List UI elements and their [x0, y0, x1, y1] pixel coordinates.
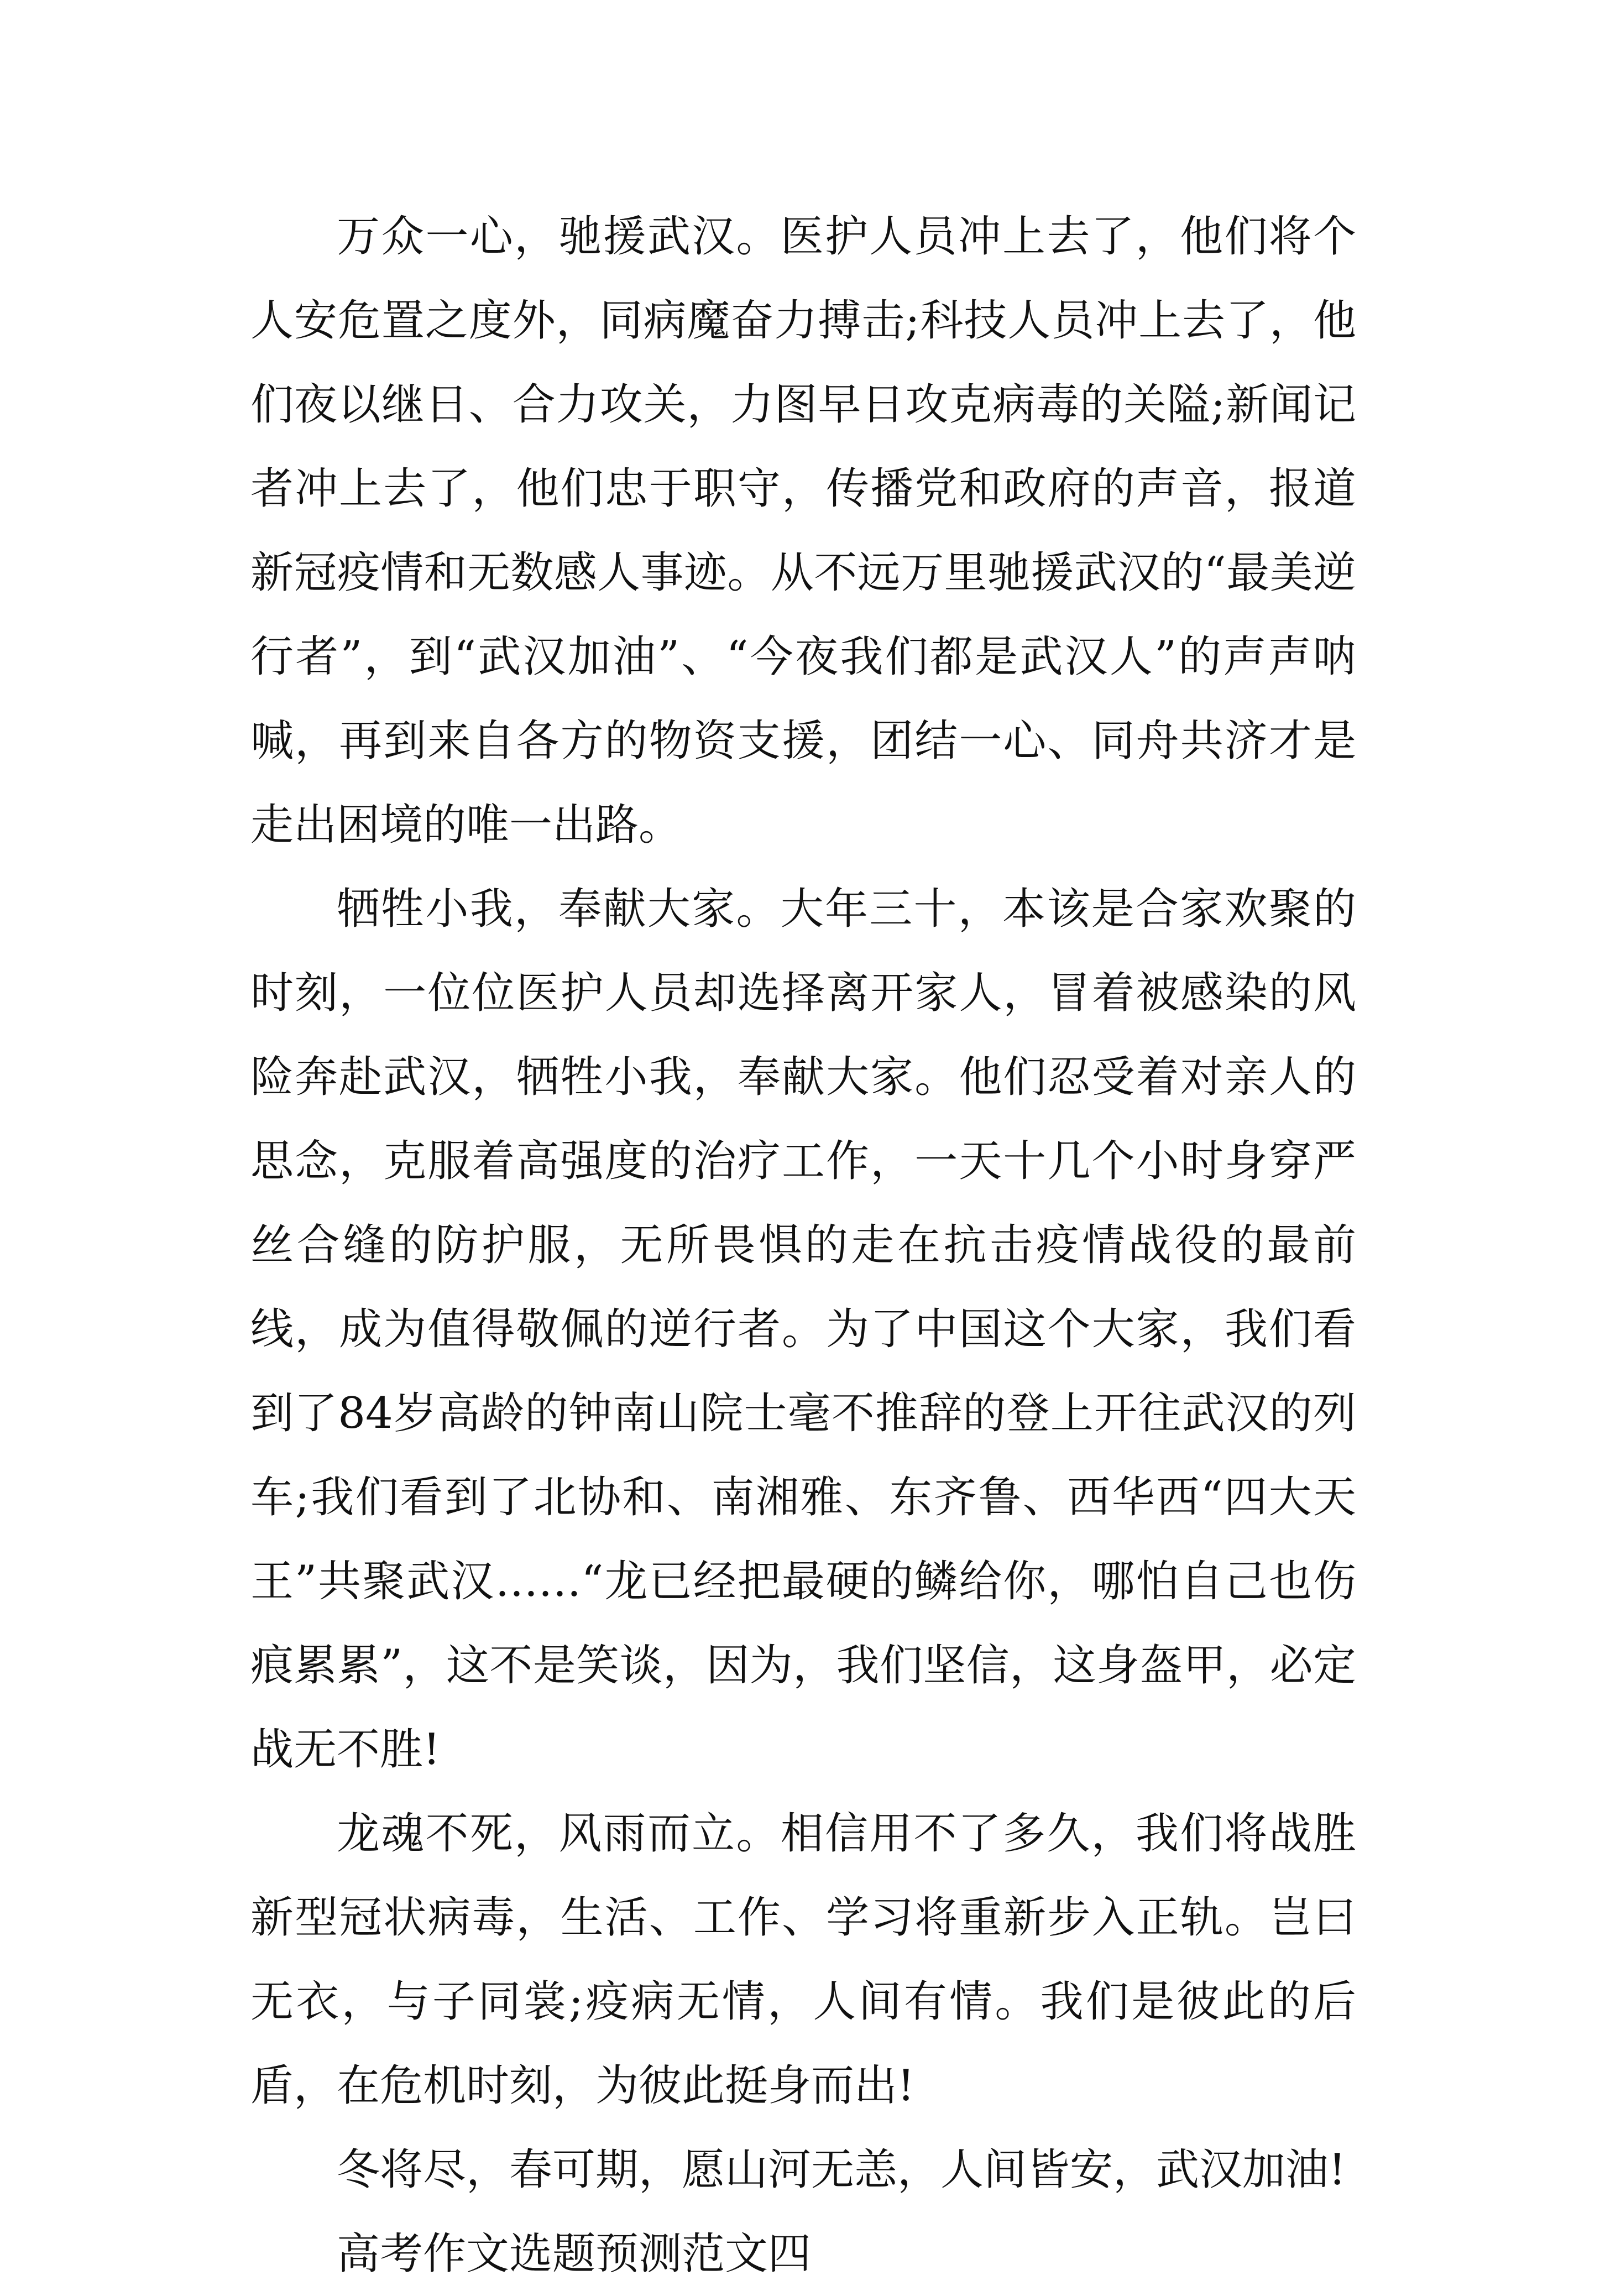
paragraph: 冬将尽，春可期，愿山河无恙，人间皆安，武汉加油!	[337, 2145, 1346, 2195]
paragraph: 龙魂不死，风雨而立。相信用不了多久，我们将战胜新型冠状病毒，生活、工作、学习将重新步入正轨。岂曰无衣，与子同裳;疫病无情，人间有情。我们是彼此的后盾，在危机时刻，为彼此挺身而出!	[250, 1809, 1356, 2111]
paragraph: 万众一心，驰援武汉。医护人员冲上去了，他们将个人安危置之度外，同病魔奋力搏击;科技人员冲上去了，他们夜以继日、合力攻关，力图早日攻克病毒的关隘;新闻记者冲上去了，他们忠于职守，传播党和政府的声音，报道新冠疫情和无数感人事迹。从不远万里驰援武汉的“最美逆行者”，到“武汉加油”、“今夜我们都是武汉人”的声声呐喊，再到来自各方的物资支援，团结一心、同舟共济才是走出困境的唯一出路。	[250, 212, 1356, 850]
paragraph: 牺牲小我，奉献大家。大年三十，本该是合家欢聚的时刻，一位位医护人员却选择离开家人，冒着被感染的风险奔赴武汉，牺牲小我，奉献大家。他们忍受着对亲人的思念，克服着高强度的治疗工作，一天十几个小时身穿严丝合缝的防护服，无所畏惧的走在抗击疫情战役的最前线，成为值得敬佩的逆行者。为了中国这个大家，我们看到了84岁高龄的钟南山院士毫不推辞的登上开往武汉的列车;我们看到了北协和、南湘雅、东齐鲁、西华西“四大天王”共聚武汉……“龙已经把最硬的鳞给你，哪怕自己也伤痕累累”，这不是笑谈，因为，我们坚信，这身盔甲，必定战无不胜!	[250, 884, 1356, 1775]
document-body	[250, 195, 1356, 2296]
section-heading: 高考作文选题预测范文四	[337, 2229, 812, 2279]
